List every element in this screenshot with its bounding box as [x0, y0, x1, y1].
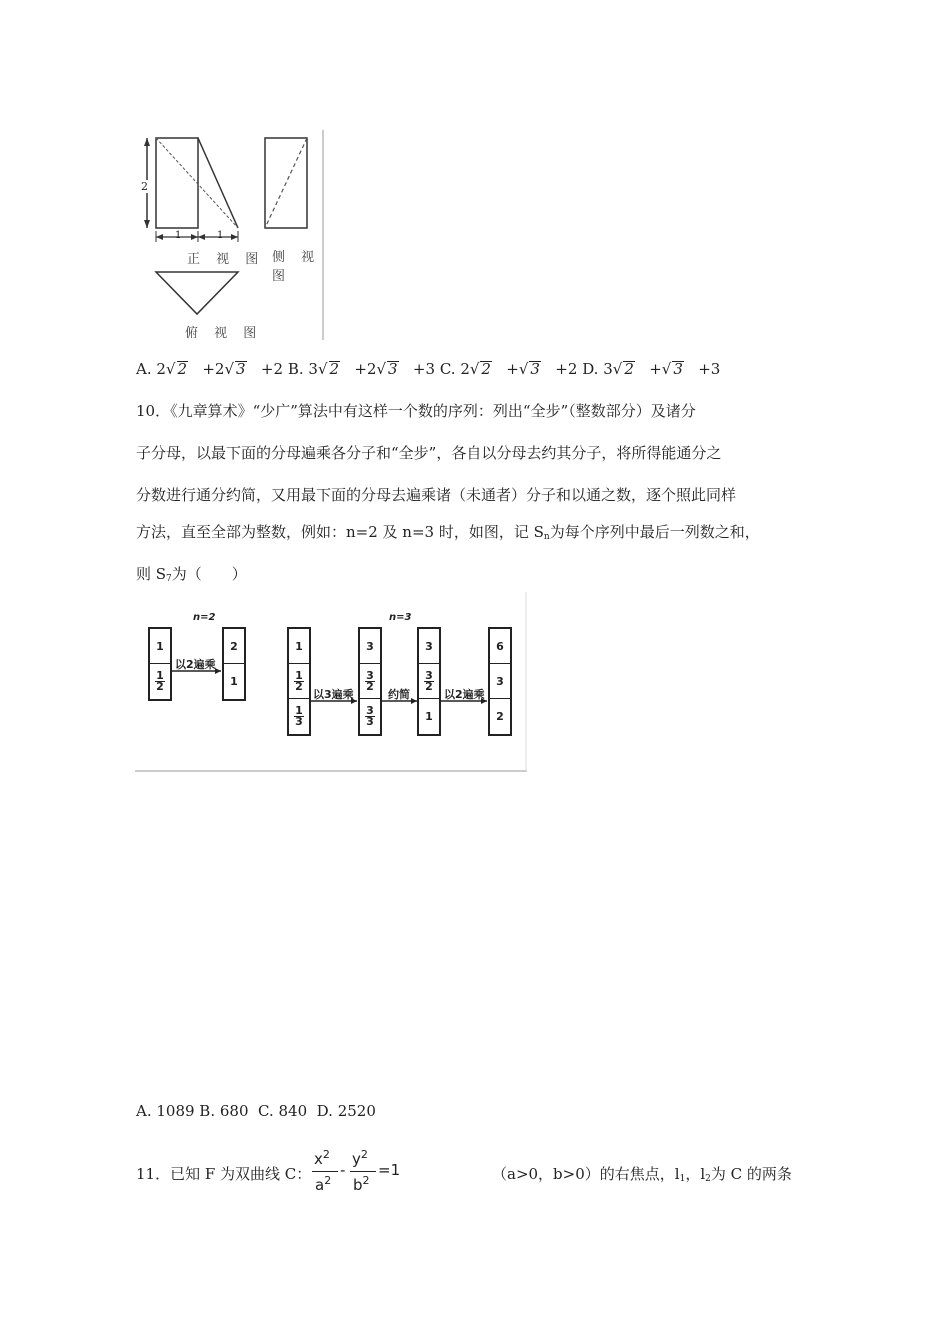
three-view-figure	[135, 130, 330, 345]
subscript: 7	[166, 574, 172, 584]
var-y: y	[352, 1150, 361, 1168]
n3-label: n=3	[389, 612, 412, 623]
operator: +	[649, 360, 662, 378]
hyperbola-equation	[312, 1146, 402, 1198]
side-view-label: 侧 视 图	[272, 250, 321, 284]
operator: +2	[202, 360, 225, 378]
operator: +2	[354, 360, 377, 378]
width-label-left: 1	[175, 230, 182, 241]
multiply-by-3-label: 以3遍乘	[313, 688, 354, 701]
q9-option-a[interactable]	[136, 360, 288, 378]
q9-option-d[interactable]	[582, 360, 720, 378]
sequence-cell: 1	[289, 629, 309, 664]
height-label: 2	[141, 180, 148, 193]
sequence-cell: $\frac{1}{3}$	[295, 704, 303, 728]
top-view-label: 俯 视 图	[185, 326, 263, 341]
constant: +2	[260, 360, 284, 378]
front-view-label: 正 视 图	[187, 252, 265, 267]
multiply-by-2-label: 以2遍乘	[175, 658, 216, 671]
sequence-column-4	[358, 627, 382, 736]
sqrt-icon: √	[612, 360, 623, 378]
text-fragment: 方法，直至全部为整数，例如：n=2 及 n=3 时，如图，记 S	[136, 523, 544, 541]
var-a: a	[315, 1176, 325, 1194]
sequence-cell: $\frac{3}{2}$	[360, 664, 380, 699]
constant: +3	[698, 360, 721, 378]
sequence-cell: $\frac{1}{2}$	[156, 669, 164, 693]
subscript: 2	[705, 1174, 711, 1184]
radicand: 2	[329, 360, 340, 378]
sequence-column-2	[222, 627, 246, 701]
sequence-column-1	[148, 627, 172, 701]
coefficient: 2	[156, 360, 166, 378]
sequence-cell: 3	[490, 664, 510, 699]
text-fragment: 为（ ）	[171, 565, 247, 583]
simplify-label: 约简	[388, 688, 410, 701]
sequence-cell: 1	[425, 710, 433, 723]
sequence-cell: 3	[419, 629, 439, 664]
sequence-cell: 3	[360, 629, 380, 664]
q9-option-b[interactable]	[288, 360, 440, 378]
minus-sign: -	[340, 1161, 346, 1179]
sequence-cell: 1	[230, 675, 238, 688]
option-letter: B.	[287, 360, 304, 378]
sqrt-icon: √	[469, 360, 480, 378]
coefficient: 2	[460, 360, 470, 378]
sequence-cell: 2	[224, 629, 244, 664]
text-fragment: 11．已知 F 为双曲线 C：	[136, 1165, 312, 1183]
radicand: 3	[673, 360, 683, 378]
text-fragment: 为每个序列中最后一列数之和，	[549, 523, 760, 541]
text-fragment: 则 S	[136, 565, 167, 583]
q9-options	[136, 360, 720, 378]
sequence-column-3	[287, 627, 311, 736]
sqrt-icon: √	[224, 360, 235, 378]
multiply-by-2b-label: 以2遍乘	[444, 688, 485, 701]
sequence-column-6	[488, 627, 512, 736]
radicand: 3	[388, 360, 398, 378]
q10-line-3: 分数进行通分约简，又用最下面的分母去遍乘诸（未通者）分子和以通之数，逐个照此同样	[136, 486, 737, 504]
constant: +3	[412, 360, 436, 378]
var-b: b	[353, 1176, 363, 1194]
coefficient: 3	[603, 360, 613, 378]
option-letter: D.	[582, 360, 599, 378]
sequence-cell: 6	[490, 629, 510, 664]
three-view-drawing	[135, 130, 330, 345]
radicand: 2	[624, 360, 634, 378]
sequence-cell: $\frac{1}{2}$	[289, 664, 309, 699]
sqrt-icon: √	[165, 360, 176, 378]
sqrt-icon: √	[376, 360, 387, 378]
sqrt-icon: √	[518, 360, 529, 378]
exponent: 2	[362, 1174, 370, 1187]
q10-options[interactable]: A. 1089 B. 680 C. 840 D. 2520	[136, 1102, 376, 1120]
radicand: 3	[530, 360, 540, 378]
sequence-cell: 2	[496, 710, 504, 723]
equals-one: =1	[378, 1161, 401, 1179]
sqrt-icon: √	[317, 360, 328, 378]
exponent: 2	[360, 1148, 368, 1161]
sequence-cell: $\frac{3}{2}$	[419, 664, 439, 699]
q10-line-5	[136, 563, 247, 584]
n2-label: n=2	[193, 612, 216, 623]
q10-line-4	[136, 521, 760, 542]
coefficient: 3	[308, 360, 318, 378]
exponent: 2	[324, 1174, 332, 1187]
q10-line-1: 10．《九章算术》“少广”算法中有这样一个数的序列：列出“全步”（整数部分）及诸分	[136, 402, 696, 420]
exponent: 2	[322, 1148, 330, 1161]
constant: +2	[555, 360, 578, 378]
operator: +	[506, 360, 519, 378]
sequence-cell: $\frac{3}{3}$	[366, 704, 374, 728]
subscript: 1	[679, 1174, 686, 1184]
sqrt-icon: √	[661, 360, 672, 378]
q10-line-2: 子分母，以最下面的分母遍乘各分子和“全步”，各自以分母去约其分子，将所得能通分之	[136, 444, 722, 462]
radicand: 3	[236, 360, 246, 378]
sequence-figure	[135, 592, 527, 772]
option-letter: C.	[439, 360, 456, 378]
width-label-right: 1	[217, 230, 224, 241]
var-x: x	[314, 1150, 323, 1168]
q11-line-tail	[492, 1163, 792, 1184]
text-fragment: ，l	[685, 1165, 706, 1183]
radicand: 2	[177, 360, 188, 378]
radicand: 2	[481, 360, 491, 378]
text-fragment: 为 C 的两条	[710, 1165, 792, 1183]
subscript: n	[543, 532, 550, 542]
sequence-cell: 1	[150, 629, 170, 664]
q11-line	[136, 1163, 311, 1184]
option-letter: A.	[136, 360, 152, 378]
sequence-column-5	[417, 627, 441, 736]
text-fragment: （a>0，b>0）的右焦点，l	[492, 1165, 680, 1183]
q9-option-c[interactable]	[440, 360, 582, 378]
